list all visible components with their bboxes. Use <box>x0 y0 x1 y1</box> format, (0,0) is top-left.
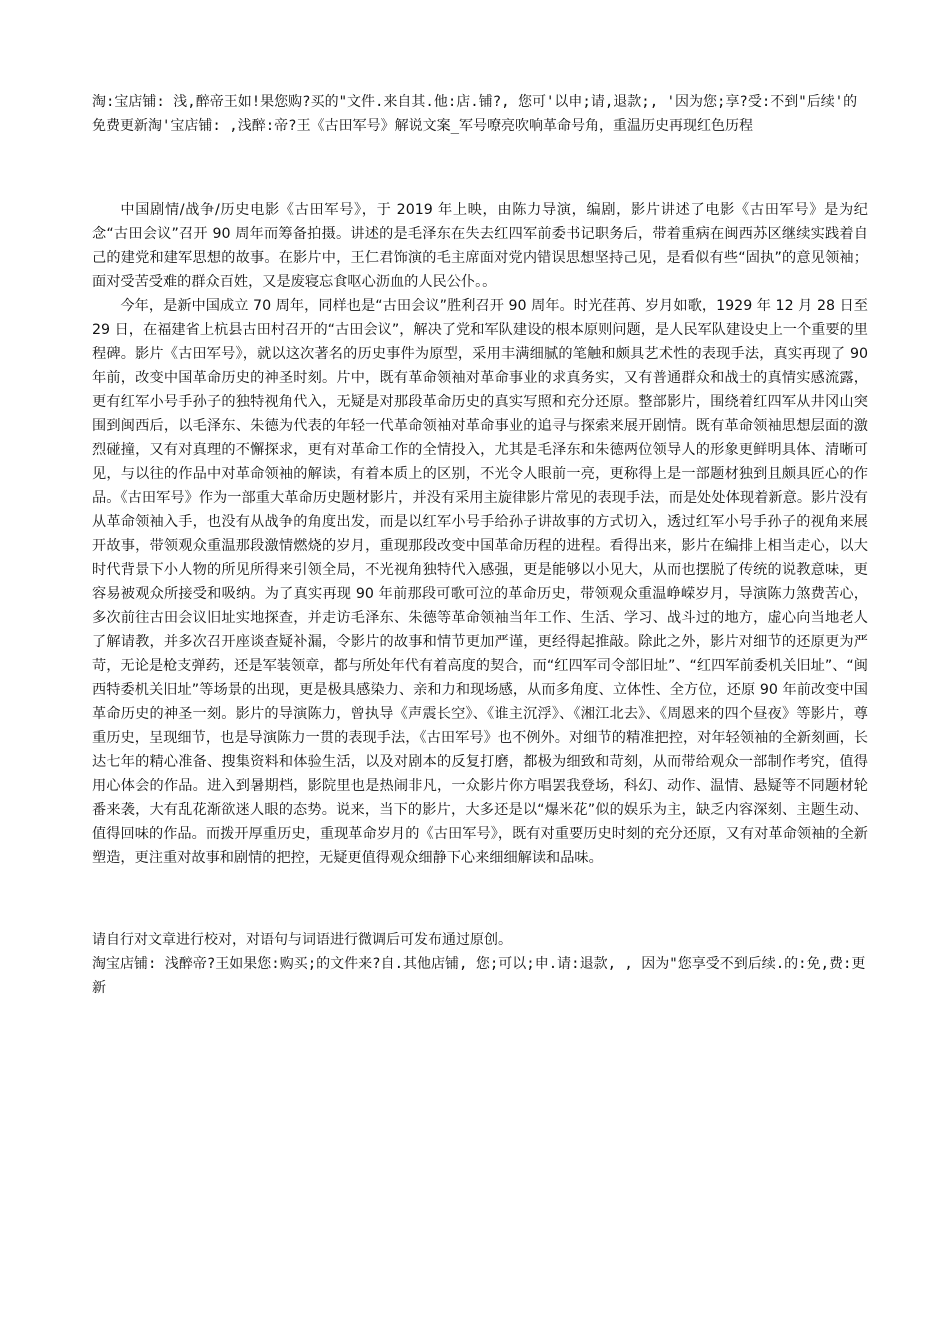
document-footer <box>92 928 868 1000</box>
article-paragraph-main: 今年，是新中国成立 70 周年，同样也是“古田会议”胜利召开 90 周年。时光荏苒、岁月如歌，1929 年 12 月 28 日至 29 日，在福建省上杭县古田村召开的“古田会议”，解决了党和军队建设的根本原则问题，是人民军队建设史上一个重要的里程碑。影片《古田军号》，就以这次著名的历史事件为原型，采用丰满细腻的笔触和颇具艺术性的表现手法，真实再现了 90 年前，改变中国革命历史的神圣时刻。片中，既有革命领袖对革命事业的求真务实，又有普通群众和战士的真情实感流露，更有红军小号手孙子的独特视角代入，无疑是对那段革命历史的真实写照和充分还原。整部影片，围绕着红四军从井冈山突围到闽西后，以毛泽东、朱德为代表的年轻一代革命领袖对革命事业的追寻与探索来展开剧情。既有革命领袖思想层面的激烈碰撞，又有对真理的不懈探求，更有对革命工作的全情投入，尤其是毛泽东和朱德两位领导人的形象更鲜明具体、清晰可见，与以往的作品中对革命领袖的解读，有着本质上的区别，不光令人眼前一亮，更称得上是一部题材独到且颇具匠心的作品。《古田军号》作为一部重大革命历史题材影片，并没有采用主旋律影片常见的表现手法，而是处处体现着新意。影片没有从革命领袖入手，也没有从战争的角度出发，而是以红军小号手给孙子讲故事的方式切入，透过红军小号手孙子的视角来展开故事，带领观众重温那段激情燃烧的岁月，重现那段改变中国革命历程的进程。看得出来，影片在编排上相当走心，以大时代背景下小人物的所见所得来引领全局，不光视角独特代入感强，更是能够以小见大，从而也摆脱了传统的说教意味，更容易被观众所接受和吸纳。为了真实再现 90 年前那段可歌可泣的革命历史，带领观众重温峥嵘岁月，导演陈力煞费苦心，多次前往古田会议旧址实地探查，并走访毛泽东、朱德等革命领袖当年工作、生活、学习、战斗过的地方，虚心向当地老人了解请教，并多次召开座谈查疑补漏，令影片的故事和情节更加严谨，更经得起推敲。除此之外，影片对细节的还原更为严苛，无论是枪支弹药，还是军装领章，都与所处年代有着高度的契合，而“红四军司令部旧址”、“红四军前委机关旧址”、“闽西特委机关旧址”等场景的出现，更是极具感染力、亲和力和现场感，从而多角度、立体性、全方位，还原 90 年前改变中国革命历史的神圣一刻。影片的导演陈力，曾执导《声震长空》、《谁主沉浮》、《湘江北去》、《周恩来的四个昼夜》等影片，尊重历史，呈现细节，也是导演陈力一贯的表现手法，《古田军号》也不例外。对细节的精准把控，对年轻领袖的全新刻画，长达七年的精心准备、搜集资料和体验生活，以及对剧本的反复打磨，都极为细致和苛刻，从而带给观众一部制作考究，值得用心体会的作品。进入到暑期档，影院里也是热闹非凡，一众影片你方唱罢我登场，科幻、动作、温情、悬疑等不同题材轮番来袭，大有乱花渐欲迷人眼的态势。说来，当下的影片，大多还是以“爆米花”似的娱乐为主，缺乏内容深刻、主题生动、值得回味的作品。而拨开厚重历史，重现革命岁月的《古田军号》，既有对重要历史时刻的充分还原，又有对革命领袖的全新塑造，更注重对故事和剧情的把控，无疑更值得观众细静下心来细细解读和品味。 <box>92 298 868 866</box>
document-header: 淘:宝店铺: 浅,醉帝王如!果您购?买的"文件.来自其.他:店.铺?, 您可'以申;请,退款;, '因为您;享?受:不到"后续'的免费更新淘'宝店铺: ,浅醉:帝?王《古田军号》解说文案_军号嘹亮吹响革命号角，重温历史再现红色历程 <box>92 94 858 134</box>
proofreading-note: 请自行对文章进行校对，对语句与词语进行微调后可发布通过原创。 <box>92 932 512 948</box>
article-body <box>92 198 868 870</box>
article-paragraph-intro: 中国剧情/战争/历史电影《古田军号》，于 2019 年上映，由陈力导演，编剧，影片讲述了电影《古田军号》是为纪念“古田会议”召开 90 周年而筹备拍摄。讲述的是毛泽东在失去红四军前委书记职务后，带着重病在闽西苏区继续实践着自己的建党和建军思想的故事。在影片中，王仁君饰演的毛主席面对党内错误思想坚持己见，是看似有些“固执”的意见领袖；面对受苦受难的群众百姓，又是废寝忘食呕心沥血的人民公仆。。 <box>92 202 868 290</box>
document-page <box>92 90 868 1000</box>
shop-notice: 淘宝店铺: 浅醉帝?王如果您:购买;的文件来?自.其他店铺, 您;可以;申.请:退款, , 因为"您享受不到后续.的:免,费:更新 <box>92 956 866 996</box>
